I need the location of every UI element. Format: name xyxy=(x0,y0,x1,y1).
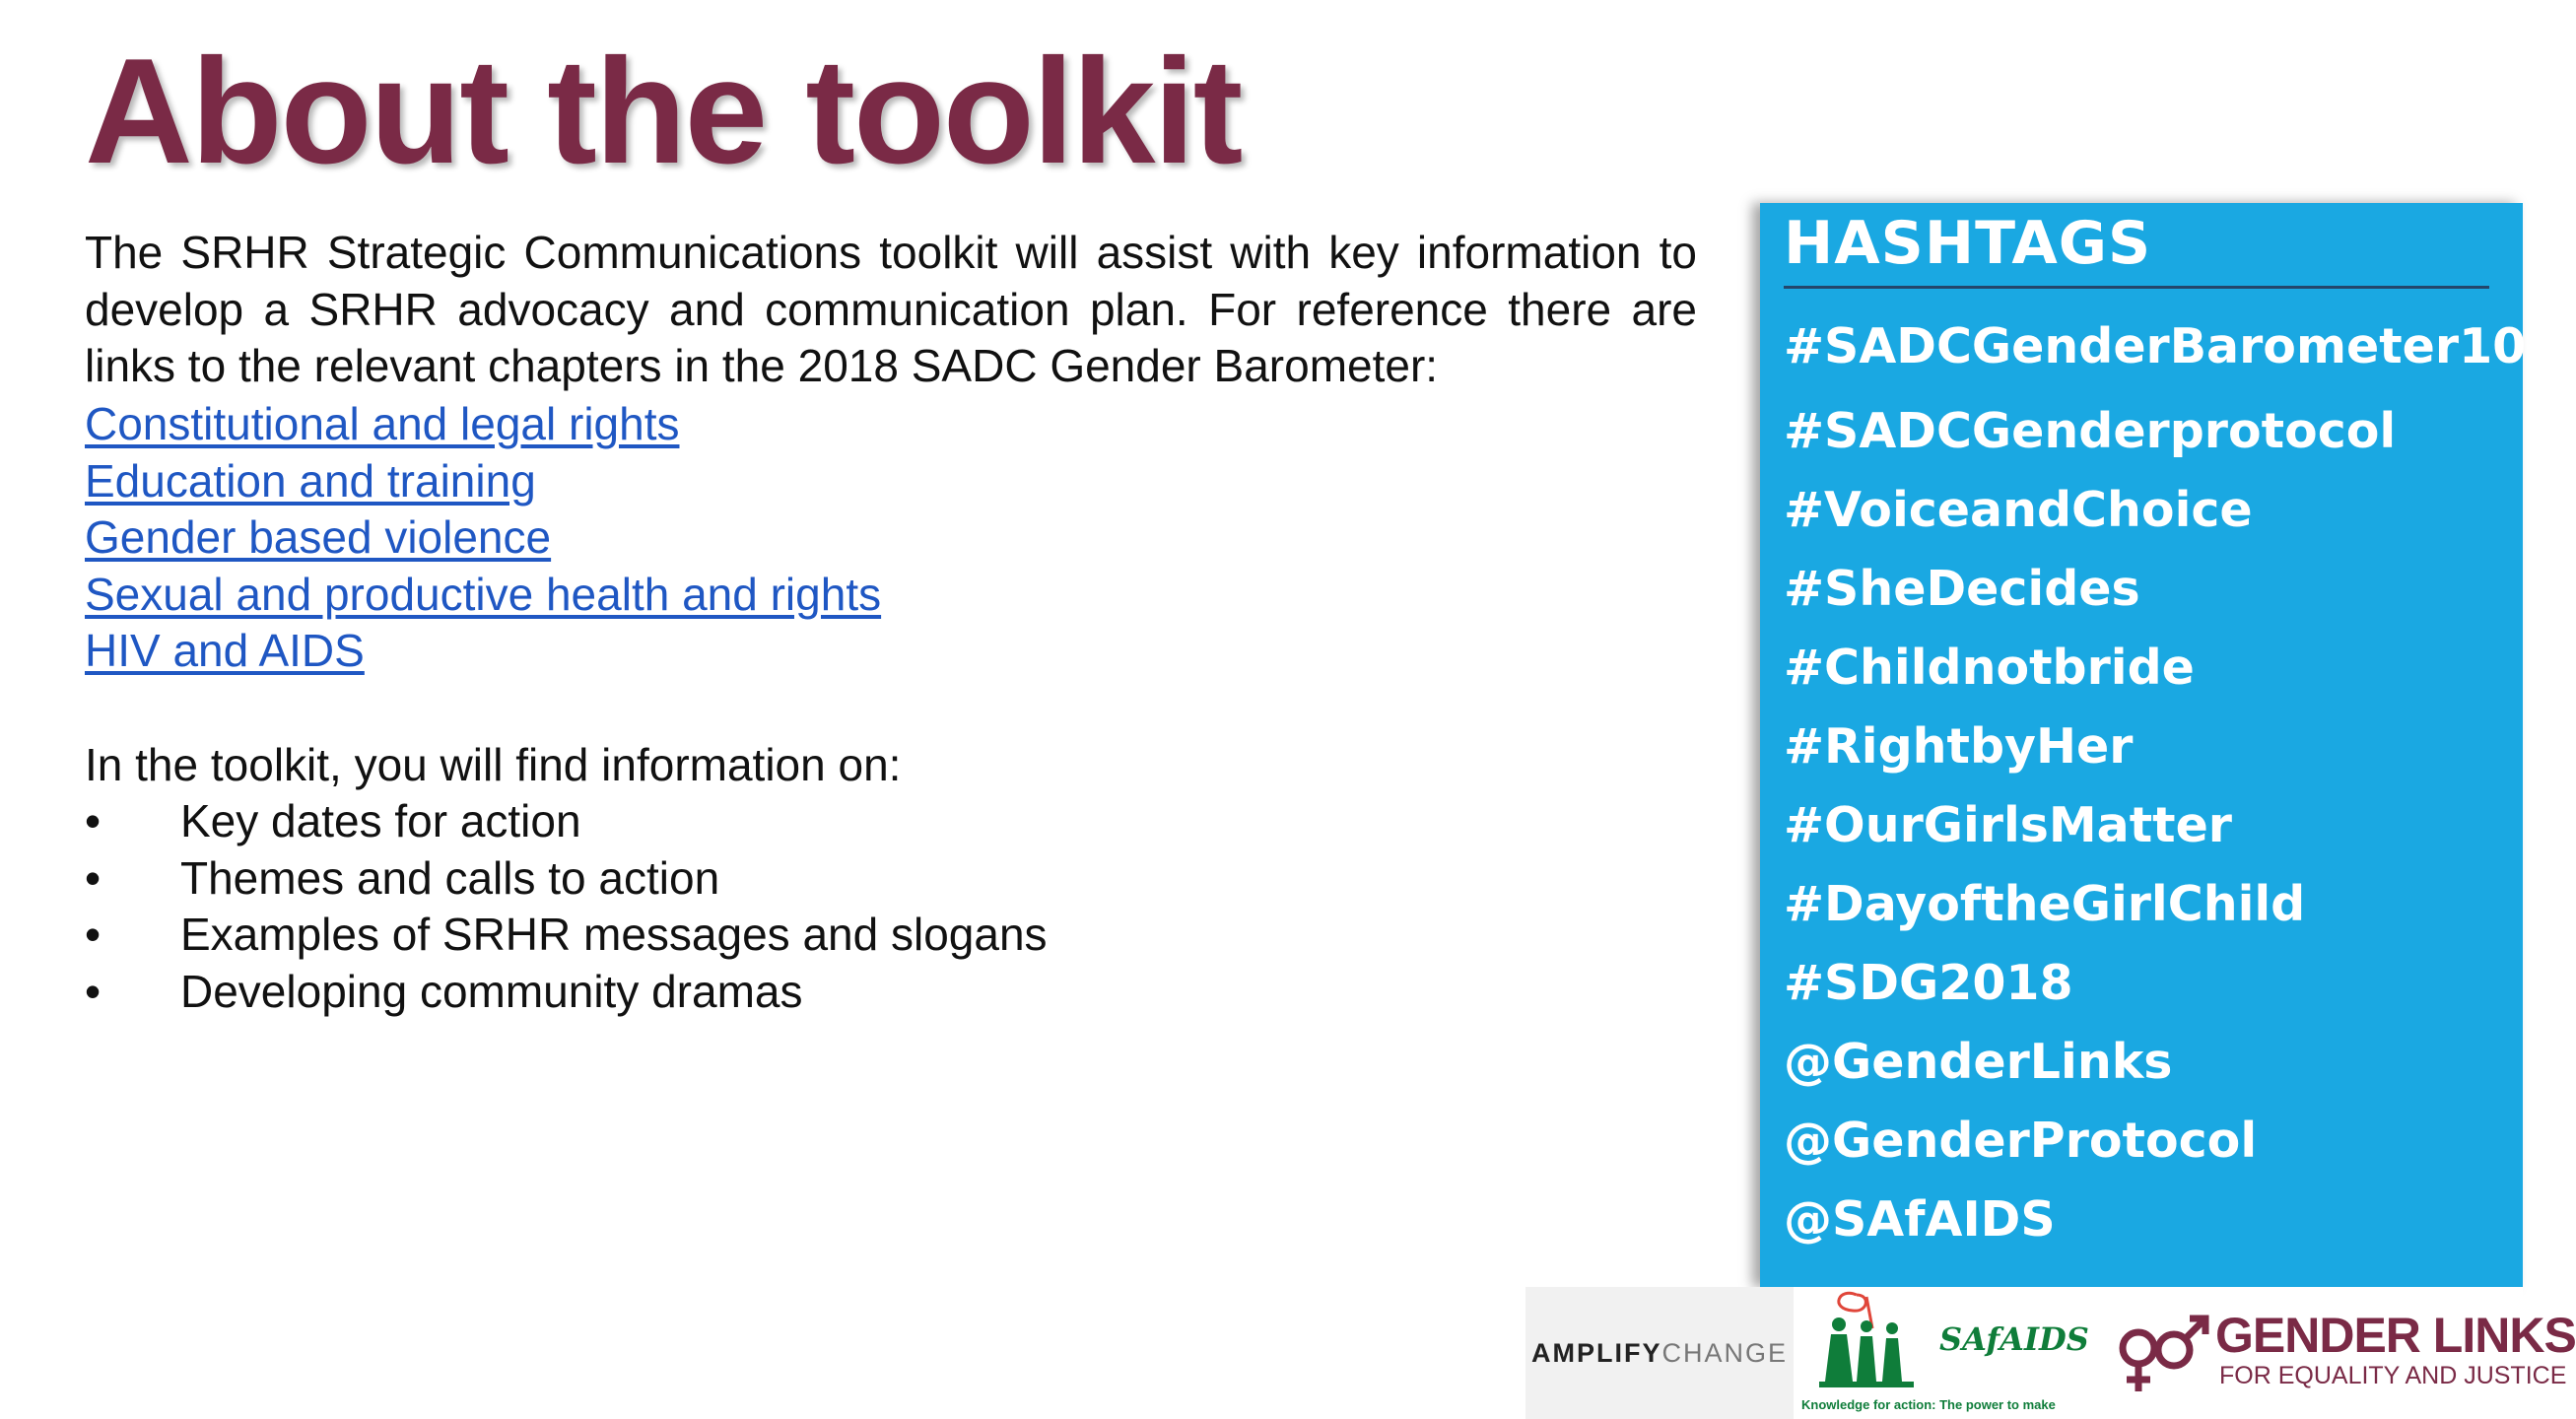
hashtag-item: #SDG2018 xyxy=(1784,955,2073,1011)
gender-links-logo xyxy=(2107,1287,2576,1419)
link-sexual-productive-health-rights[interactable]: Sexual and productive health and rights xyxy=(85,568,882,620)
link-constitutional-legal-rights[interactable]: Constitutional and legal rights xyxy=(85,398,680,449)
hashtag-item: #VoiceandChoice xyxy=(1784,482,2253,538)
list-item-text: Themes and calls to action xyxy=(180,851,720,904)
list-item xyxy=(85,964,1048,1021)
hashtag-item: #DayoftheGirlChild xyxy=(1784,876,2306,932)
hashtag-list xyxy=(1784,302,2526,1259)
hashtag-item: #OurGirlsMatter xyxy=(1784,797,2232,853)
hashtags-title: HASHTAGS xyxy=(1784,209,2152,278)
list-item xyxy=(85,793,1048,850)
bullet-icon: • xyxy=(85,851,102,904)
list-item-text: Examples of SRHR messages and slogans xyxy=(180,909,1048,960)
page-title: About the toolkit xyxy=(85,28,1242,195)
handle-item: @SAfAIDS xyxy=(1784,1191,2056,1248)
list-item xyxy=(85,850,1048,908)
partner-logos xyxy=(1525,1287,2576,1419)
hashtags-panel xyxy=(1760,203,2527,1287)
chapter-link-item xyxy=(85,396,881,453)
hashtag-item: #Childnotbride xyxy=(1784,640,2195,696)
toolkit-info-label: In the toolkit, you will find information on: xyxy=(85,739,902,790)
toolkit-info-list xyxy=(85,793,1048,1020)
list-item xyxy=(85,907,1048,964)
list-item-text: Key dates for action xyxy=(180,795,581,846)
gender-links-wordmark: GENDER LINKS xyxy=(2215,1308,2576,1363)
chapter-link-item xyxy=(85,623,881,680)
chapter-link-item xyxy=(85,567,881,624)
link-gender-based-violence[interactable]: Gender based violence xyxy=(85,511,552,563)
hashtag-item: #SADCGenderprotocol xyxy=(1784,403,2397,459)
hashtag-item: #SheDecides xyxy=(1784,561,2140,617)
bullet-icon: • xyxy=(85,909,102,960)
hashtags-divider xyxy=(1784,286,2489,289)
safaids-tagline: Knowledge for action: The power to make xyxy=(1801,1397,2056,1412)
gender-symbols-icon xyxy=(2111,1309,2213,1407)
amplify-wordmark-part1: AMPLIFY xyxy=(1530,1337,1662,1368)
safaids-figures-icon xyxy=(1809,1287,1947,1395)
bullet-icon: • xyxy=(85,795,102,846)
hashtag-item: #SADCGenderBarometer10 xyxy=(1784,318,2527,374)
amplifychange-logo xyxy=(1525,1287,1794,1419)
gender-links-tagline: FOR EQUALITY AND JUSTICE xyxy=(2219,1362,2567,1389)
amplify-wordmark-part2: CHANGE xyxy=(1661,1337,1788,1368)
handle-item: @GenderLinks xyxy=(1784,1034,2173,1090)
chapter-link-item xyxy=(85,509,881,567)
hashtag-item: #RightbyHer xyxy=(1784,718,2134,775)
link-hiv-aids[interactable]: HIV and AIDS xyxy=(85,625,365,676)
safaids-logo xyxy=(1796,1287,2131,1419)
link-education-training[interactable]: Education and training xyxy=(85,454,536,507)
chapter-link-item xyxy=(85,453,881,510)
handle-item: @GenderProtocol xyxy=(1784,1113,2258,1169)
list-item-text: Developing community dramas xyxy=(180,965,803,1017)
intro-paragraph: The SRHR Strategic Communications toolkit will assist with key information to develop a SRHR advocacy and communication plan. For reference there are links to the relevant chapters in the 2018 SADC Gender Barometer: xyxy=(85,227,1697,391)
bullet-icon: • xyxy=(85,965,102,1017)
chapter-links xyxy=(85,396,881,680)
safaids-wordmark: SAfAIDS xyxy=(1939,1320,2089,1358)
